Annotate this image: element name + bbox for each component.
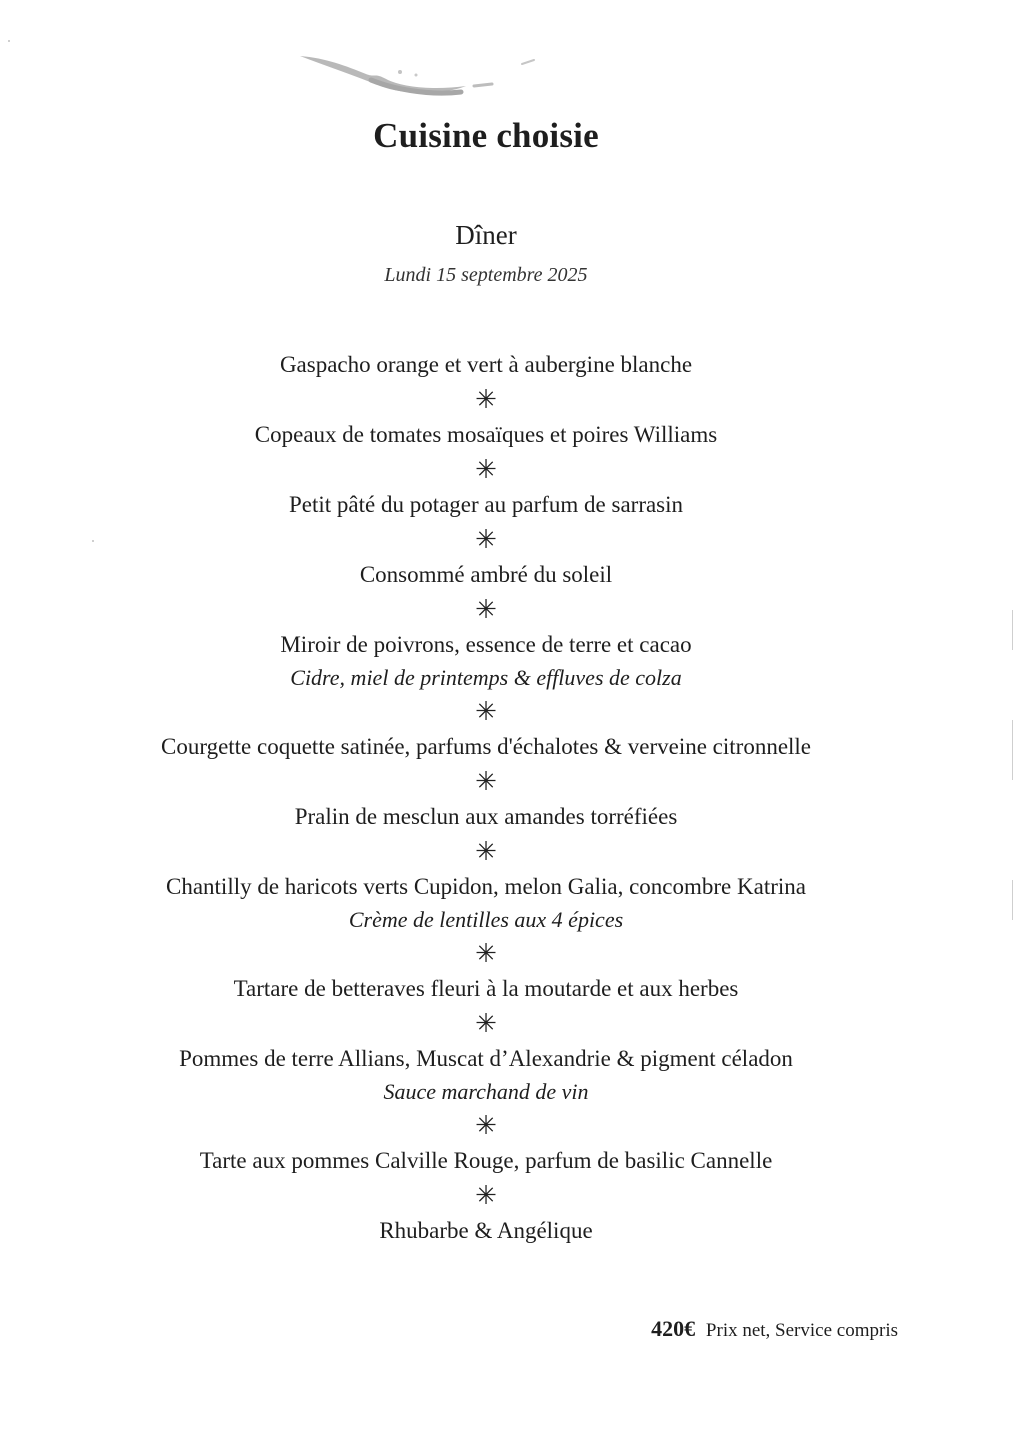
course-dish: Miroir de poivrons, essence de terre et cacao: [280, 632, 692, 657]
course-item: [0, 418, 972, 452]
course-item: [0, 1214, 972, 1248]
course-note: Cidre, miel de printemps & effluves de colza: [290, 665, 682, 690]
price-value: 420€: [651, 1316, 696, 1341]
course-item: [0, 628, 972, 694]
course-item: [0, 870, 972, 936]
course-dish: Pommes de terre Allians, Muscat d’Alexandrie & pigment céladon: [179, 1046, 793, 1071]
asterisk-separator-icon: ✳: [475, 837, 497, 866]
asterisk-separator-icon: ✳: [475, 525, 497, 554]
price-terms: Prix net, Service compris: [705, 1320, 898, 1341]
course-item: [0, 348, 972, 382]
scan-speck: [1012, 720, 1013, 780]
course-item: [0, 1042, 972, 1108]
course-list: [0, 348, 972, 1248]
asterisk-separator-icon: ✳: [475, 385, 497, 414]
asterisk-separator-icon: ✳: [475, 1111, 497, 1140]
asterisk-separator-icon: ✳: [475, 1009, 497, 1038]
scan-speck: [8, 40, 10, 42]
course-item: [0, 488, 972, 522]
asterisk-separator-icon: ✳: [475, 1181, 497, 1210]
course-item: [0, 1144, 972, 1178]
course-dish: Consommé ambré du soleil: [359, 562, 613, 587]
menu-title: Cuisine choisie: [373, 116, 599, 155]
price-footer: [651, 1316, 898, 1342]
course-dish: Copeaux de tomates mosaïques et poires Williams: [254, 422, 718, 447]
course-dish: Courgette coquette satinée, parfums d'échalotes & verveine citronnelle: [160, 734, 812, 759]
brush-stroke-logo: [296, 44, 546, 104]
course-dish: Chantilly de haricots verts Cupidon, melon Galia, concombre Katrina: [165, 874, 806, 899]
course-item: [0, 730, 972, 764]
menu-date: Lundi 15 septembre 2025: [384, 264, 588, 286]
asterisk-separator-icon: ✳: [475, 595, 497, 624]
asterisk-separator-icon: ✳: [475, 767, 497, 796]
course-item: [0, 972, 972, 1006]
course-item: [0, 558, 972, 592]
scan-speck: [1012, 610, 1013, 650]
asterisk-separator-icon: ✳: [475, 697, 497, 726]
course-note: Sauce marchand de vin: [383, 1079, 589, 1104]
course-dish: Tarte aux pommes Calville Rouge, parfum de basilic Cannelle: [199, 1148, 773, 1173]
course-dish: Pralin de mesclun aux amandes torréfiées: [294, 804, 678, 829]
course-note: Crème de lentilles aux 4 épices: [348, 907, 624, 932]
course-dish: Rhubarbe & Angélique: [379, 1218, 593, 1243]
course-dish: Gaspacho orange et vert à aubergine blanche: [279, 352, 693, 377]
course-dish: Petit pâté du potager au parfum de sarrasin: [288, 492, 684, 517]
scan-speck: [1012, 880, 1013, 920]
scan-speck: [92, 540, 94, 542]
asterisk-separator-icon: ✳: [475, 939, 497, 968]
course-item: [0, 800, 972, 834]
course-dish: Tartare de betteraves fleuri à la moutarde et aux herbes: [233, 976, 739, 1001]
meal-heading: Dîner: [455, 220, 517, 250]
asterisk-separator-icon: ✳: [475, 455, 497, 484]
